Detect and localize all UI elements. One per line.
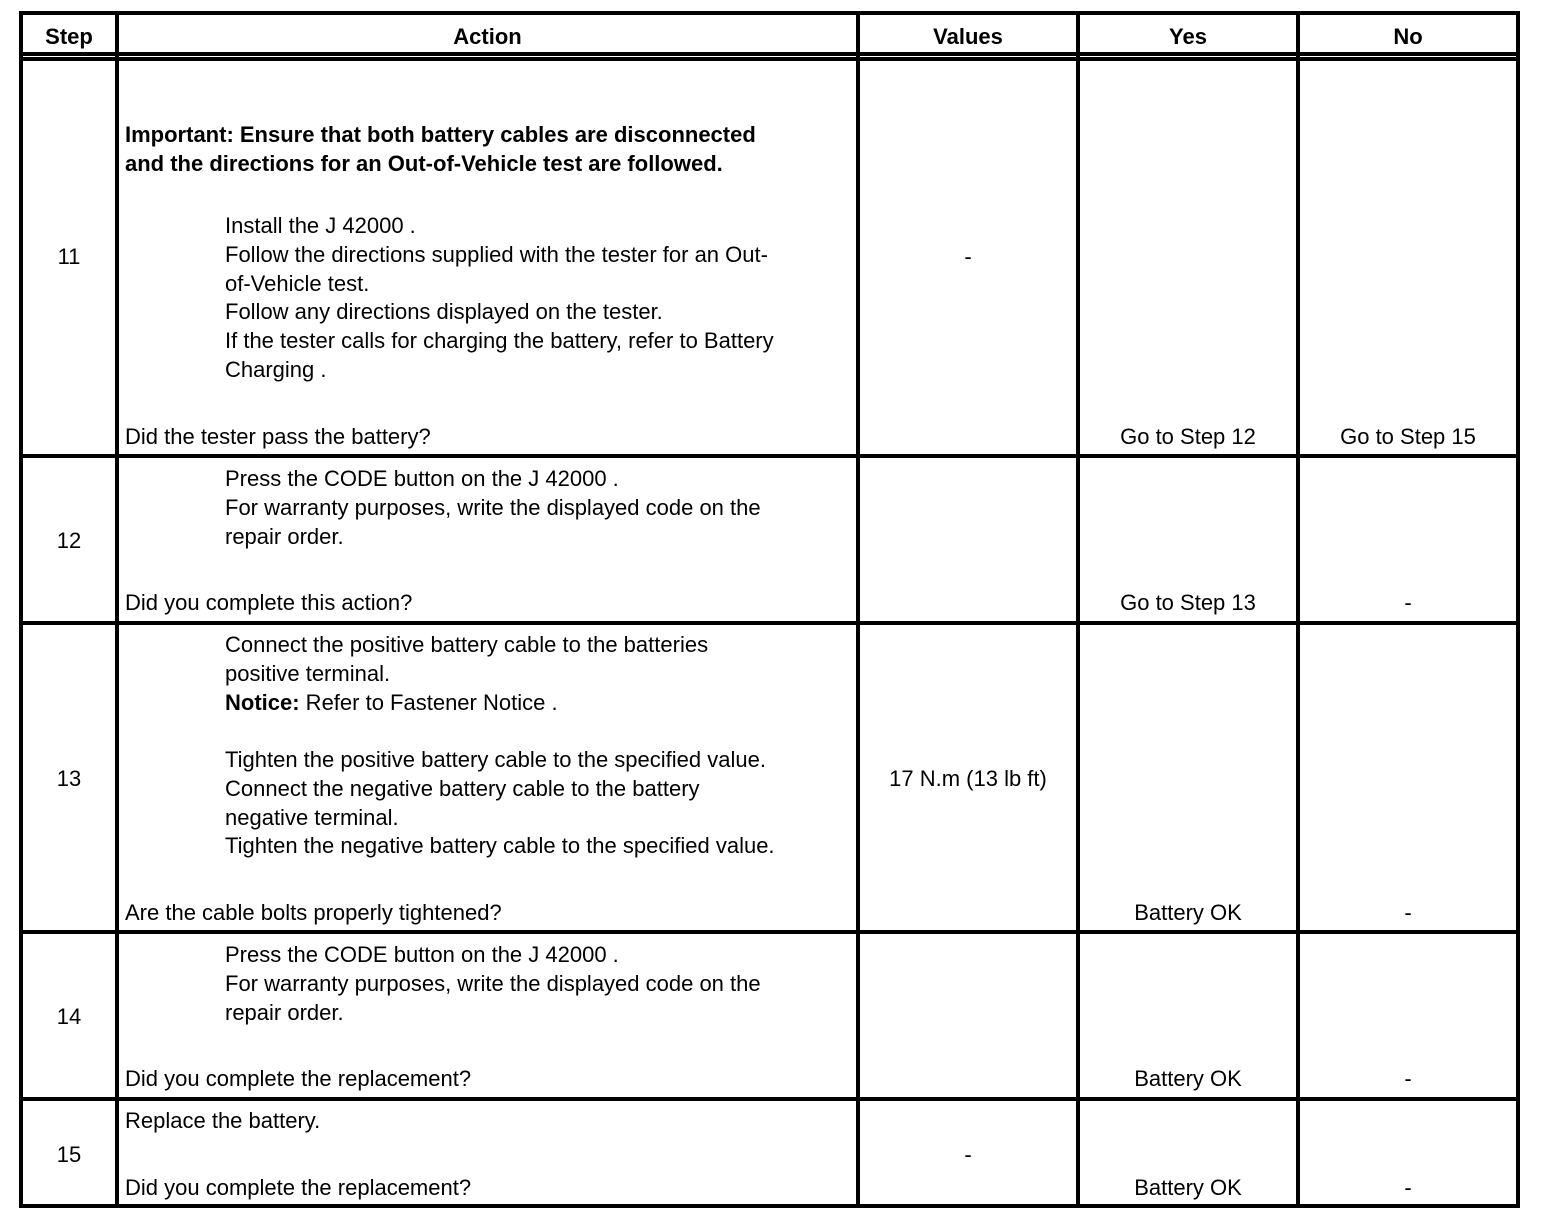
- notice-line: [225, 688, 558, 717]
- table-border: [856, 11, 860, 1208]
- important-note: and the directions for an Out-of-Vehicle test are followed.: [125, 151, 723, 176]
- instruction-line: If the tester calls for charging the battery, refer to Battery: [225, 328, 774, 353]
- troubleshooting-table: [19, 11, 1520, 1208]
- instruction-line: Connect the positive battery cable to the batteries: [225, 632, 709, 657]
- instruction-line: For warranty purposes, write the displayed code on the: [225, 971, 761, 996]
- no-result: -: [1404, 900, 1412, 925]
- table-border: [19, 1097, 1520, 1101]
- important-note: Important: Ensure that both battery cables are disconnected: [125, 122, 756, 147]
- table-border: [1516, 11, 1520, 1208]
- header-values: Values: [933, 24, 1003, 49]
- header-no: No: [1393, 24, 1423, 49]
- instruction-line: Connect the negative battery cable to the battery: [225, 776, 700, 801]
- instruction-line: positive terminal.: [225, 661, 391, 686]
- instruction-line: Follow the directions supplied with the tester for an Out-: [225, 242, 768, 267]
- instruction-line: Tighten the negative battery cable to the specified value.: [225, 833, 775, 858]
- instruction-line: Install the J 42000 .: [225, 213, 416, 238]
- step-number: 15: [56, 1142, 82, 1167]
- step-question: Did the tester pass the battery?: [125, 424, 431, 449]
- instruction-line: Press the CODE button on the J 42000 .: [225, 466, 619, 491]
- yes-result: Go to Step 13: [1120, 590, 1256, 615]
- table-border: [19, 454, 1520, 458]
- header-yes: Yes: [1169, 24, 1207, 49]
- step-question: Are the cable bolts properly tightened?: [125, 900, 502, 925]
- step-number: 11: [57, 244, 81, 269]
- yes-result: Battery OK: [1134, 1066, 1242, 1091]
- instruction-line: Press the CODE button on the J 42000 .: [225, 942, 619, 967]
- table-border: [115, 11, 119, 1208]
- table-border: [19, 621, 1520, 625]
- notice-text: Refer to Fastener Notice .: [299, 690, 558, 715]
- no-result: -: [1404, 1175, 1412, 1200]
- instruction-line: Charging .: [225, 357, 327, 382]
- instruction-line: repair order.: [225, 524, 344, 549]
- step-value: -: [964, 1142, 972, 1167]
- table-border: [19, 1204, 1520, 1208]
- step-number: 14: [56, 1004, 82, 1029]
- step-question: Did you complete the replacement?: [125, 1066, 472, 1091]
- instruction-line: Replace the battery.: [125, 1108, 321, 1133]
- yes-result: Go to Step 12: [1120, 424, 1256, 449]
- step-value: 17 N.m (13 lb ft): [889, 766, 1047, 791]
- instruction-line: For warranty purposes, write the displayed code on the: [225, 495, 761, 520]
- instruction-line: repair order.: [225, 1000, 344, 1025]
- no-result: Go to Step 15: [1340, 424, 1476, 449]
- step-question: Did you complete the replacement?: [125, 1175, 472, 1200]
- yes-result: Battery OK: [1134, 900, 1242, 925]
- header-action: Action: [453, 24, 522, 49]
- step-number: 13: [56, 766, 82, 791]
- instruction-line: Follow any directions displayed on the tester.: [225, 299, 663, 324]
- instruction-line: Tighten the positive battery cable to the specified value.: [225, 747, 766, 772]
- step-value: -: [964, 244, 972, 269]
- header-step: Step: [45, 24, 93, 49]
- no-result: -: [1404, 1066, 1412, 1091]
- instruction-line: negative terminal.: [225, 805, 399, 830]
- step-number: 12: [56, 528, 82, 553]
- notice-label: Notice:: [225, 690, 300, 715]
- yes-result: Battery OK: [1134, 1175, 1242, 1200]
- no-result: -: [1404, 590, 1412, 615]
- instruction-line: of-Vehicle test.: [225, 271, 370, 296]
- table-border: [19, 930, 1520, 934]
- step-question: Did you complete this action?: [125, 590, 413, 615]
